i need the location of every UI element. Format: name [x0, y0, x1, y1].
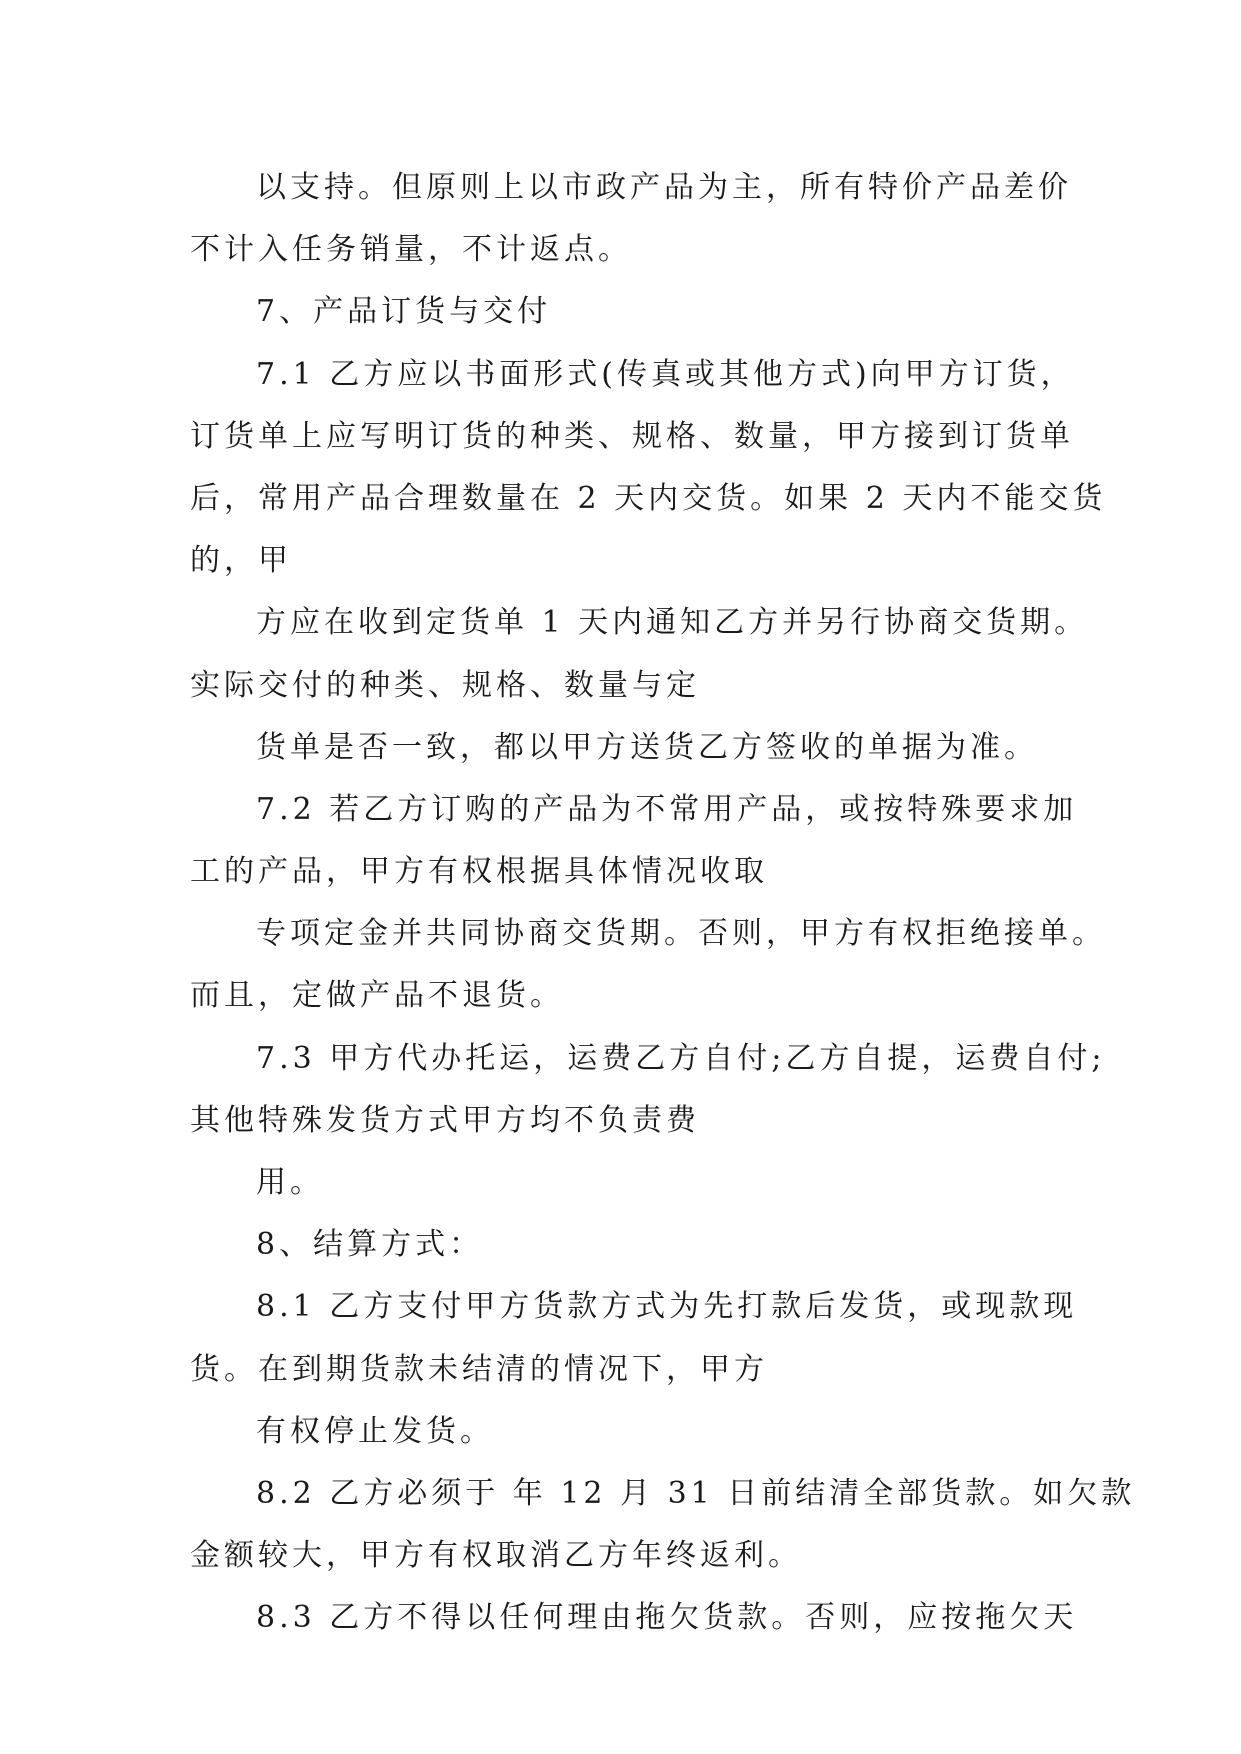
text-line: 其他特殊发货方式甲方均不负责费 [190, 1102, 700, 1138]
text-line: 专项定金并共同协商交货期。否则，甲方有权拒绝接单。 [256, 916, 1106, 952]
text-line: 7.2 若乙方订购的产品为不常用产品，或按特殊要求加 [256, 791, 1078, 827]
text-line: 金额较大，甲方有权取消乙方年终返利。 [190, 1538, 802, 1574]
text-line: 的，甲 [190, 543, 292, 579]
text-line: 方应在收到定货单 1 天内通知乙方并另行协商交货期。 [256, 605, 1089, 641]
text-line: 不计入任务销量，不计返点。 [190, 232, 632, 268]
text-line: 实际交付的种类、规格、数量与定 [190, 667, 700, 703]
text-line: 工的产品，甲方有权根据具体情况收取 [190, 854, 768, 890]
document-body [190, 157, 1136, 1650]
text-line: 8、结算方式： [256, 1227, 484, 1263]
text-line: 而且，定做产品不退货。 [190, 978, 564, 1014]
text-line: 8.2 乙方必须于 年 12 月 31 日前结清全部货款。如欠款 [256, 1475, 1136, 1511]
text-line: 后，常用产品合理数量在 2 天内交货。如果 2 天内不能交货 [190, 480, 1107, 516]
text-line: 货。在到期货款未结清的情况下，甲方 [190, 1351, 768, 1387]
text-line: 有权停止发货。 [256, 1413, 494, 1449]
text-line: 7、产品订货与交付 [256, 294, 552, 330]
text-line: 订货单上应写明订货的种类、规格、数量，甲方接到订货单 [190, 418, 1074, 454]
text-line: 8.1 乙方支付甲方货款方式为先打款后发货，或现款现 [256, 1289, 1078, 1325]
text-line: 7.3 甲方代办托运，运费乙方自付;乙方自提，运费自付; [256, 1040, 1106, 1076]
text-line: 用。 [256, 1165, 324, 1200]
text-line: 以支持。但原则上以市政产品为主，所有特价产品差价 [256, 170, 1072, 205]
text-line: 7.1 乙方应以书面形式(传真或其他方式)向甲方订货， [256, 356, 1075, 392]
text-line: 8.3 乙方不得以任何理由拖欠货款。否则，应按拖欠天 [256, 1600, 1078, 1636]
text-line: 货单是否一致，都以甲方送货乙方签收的单据为准。 [256, 729, 1038, 765]
